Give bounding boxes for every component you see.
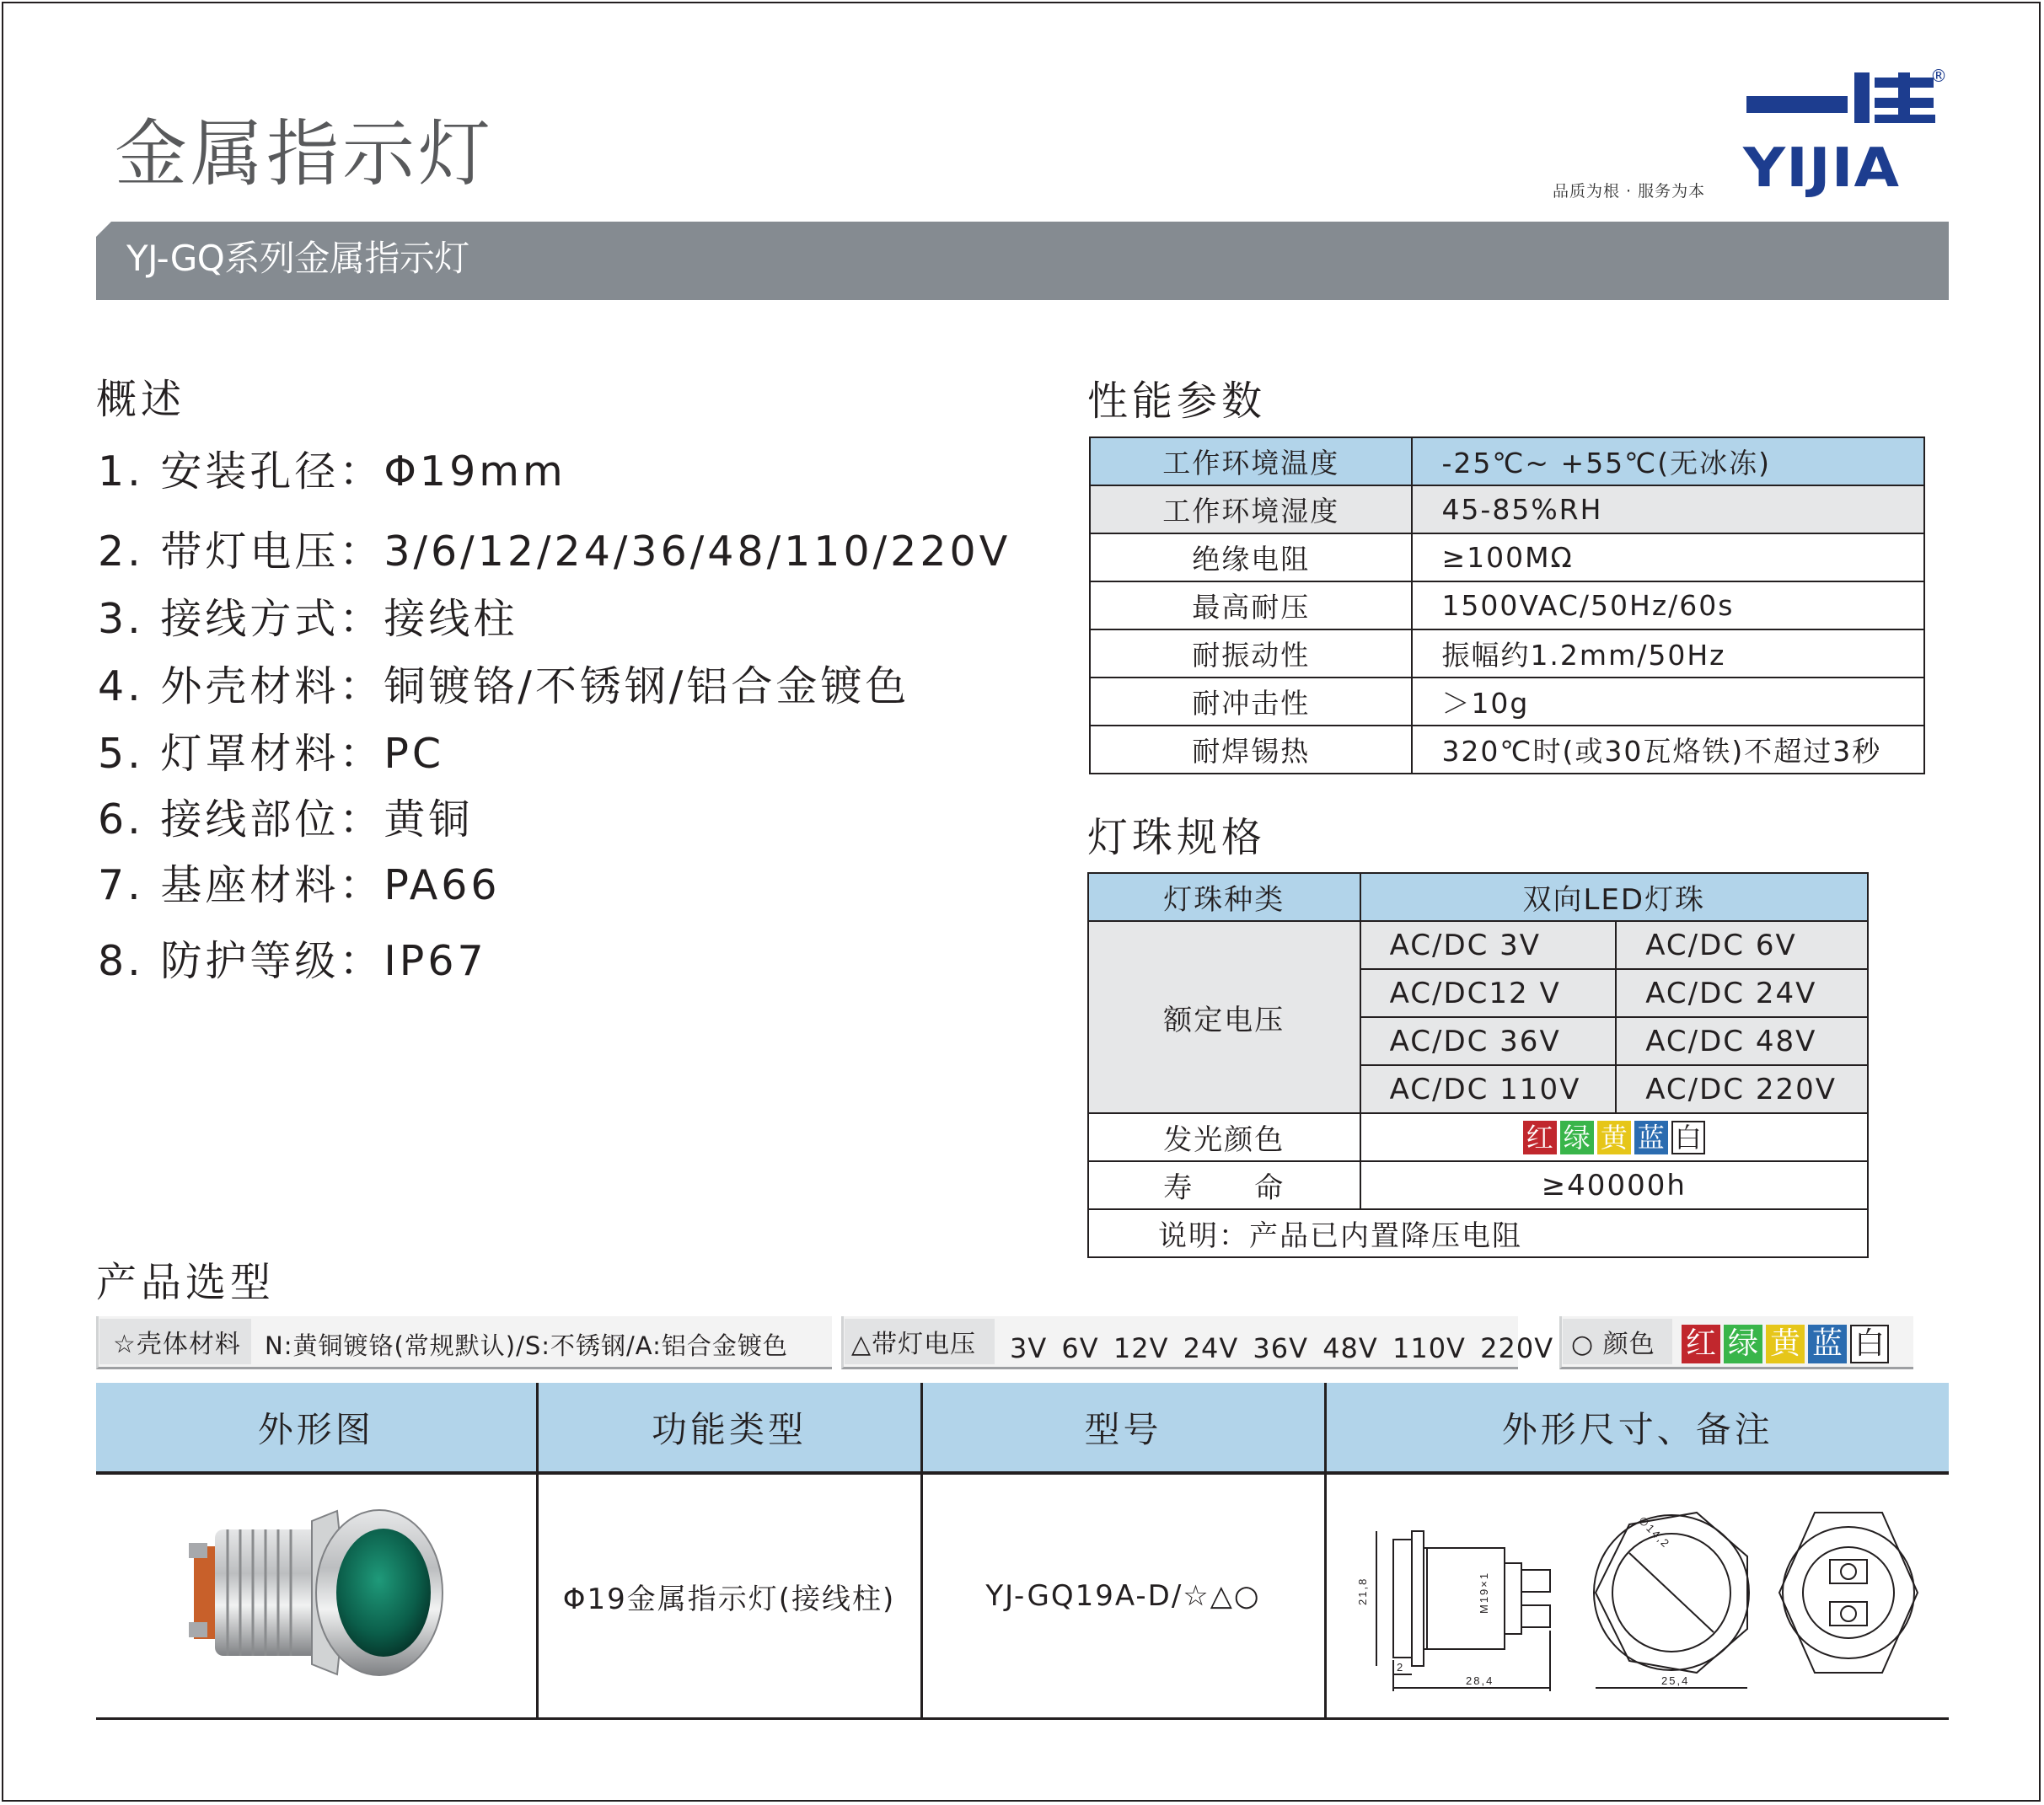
voltage-value: AC/DC 24V [1616, 969, 1868, 1017]
table-row [1090, 581, 1924, 629]
table-row [1088, 1161, 1868, 1209]
table-row [1090, 726, 1924, 774]
overview-item: 7. 基座材料：PA66 [98, 861, 501, 909]
spec-value: 45-85%RH [1412, 485, 1924, 533]
table-row [1090, 629, 1924, 678]
column-header: 型号 [921, 1383, 1325, 1473]
voltage-value: AC/DC 110V [1360, 1065, 1617, 1113]
material-option-value: N:黄铜镀铬(常规默认)/S:不锈钢/A:铝合金镀色 [265, 1331, 788, 1360]
table-row [1088, 921, 1868, 969]
color-chip-green: 绿 [1560, 1121, 1594, 1154]
spec-value: -25℃~ +55℃(无冰冻) [1412, 437, 1924, 485]
color-chip-white: 白 [1850, 1325, 1889, 1363]
dim-gap: 2 [1396, 1660, 1404, 1674]
dim-length: 28,4 [1465, 1674, 1494, 1687]
dimension-drawing-svg [1343, 1487, 1933, 1698]
column-header: 外形尺寸、备注 [1325, 1383, 1949, 1473]
voltage-value: AC/DC 220V [1616, 1065, 1868, 1113]
dim-thread: M19×1 [1477, 1571, 1490, 1614]
color-chip-green: 绿 [1724, 1325, 1762, 1363]
spec-label: 工作环境湿度 [1090, 485, 1412, 533]
color-chip-yellow: 黄 [1766, 1325, 1805, 1363]
table-header-row [96, 1383, 1949, 1473]
beads-table [1087, 872, 1869, 1258]
table-row [1090, 678, 1924, 726]
overview-item: 3. 接线方式：接线柱 [98, 595, 518, 643]
brand-slogan: 品质为根 · 服务为本 [1553, 182, 1706, 201]
overview-item: 5. 灯罩材料：PC [98, 730, 445, 778]
spec-label: 绝缘电阻 [1090, 533, 1412, 581]
spec-label: 耐冲击性 [1090, 678, 1412, 726]
column-header: 功能类型 [537, 1383, 921, 1473]
voltage-value: AC/DC 6V [1616, 921, 1868, 969]
overview-item: 1. 安装孔径：Φ19mm [98, 447, 566, 495]
series-banner-title: YJ-GQ系列金属指示灯 [126, 238, 469, 279]
overview-item: 2. 带灯电压：3/6/12/24/36/48/110/220V [98, 528, 1011, 576]
table-row [1090, 485, 1924, 533]
dim-height: 21,8 [1355, 1577, 1369, 1605]
selection-title: 产品选型 [96, 1259, 276, 1306]
function-type: Φ19金属指示灯(接线柱) [537, 1473, 921, 1719]
model-number: YJ-GQ19A-D/☆△○ [921, 1473, 1325, 1719]
overview-item: 6. 接线部位：黄铜 [98, 795, 474, 844]
spec-value: ＞10g [1412, 678, 1924, 726]
dim-width: 25,4 [1660, 1674, 1690, 1687]
table-row [1088, 1209, 1868, 1257]
spec-value: 1500VAC/50Hz/60s [1412, 581, 1924, 629]
beads-title: 灯珠规格 [1087, 814, 1267, 861]
registered-mark: ® [1930, 66, 1947, 86]
voltage-value: AC/DC 3V [1360, 921, 1617, 969]
spec-label: 耐振动性 [1090, 629, 1412, 678]
voltage-option-label: △带灯电压 [851, 1330, 977, 1359]
dim-hole: ∅14,2 [1635, 1513, 1673, 1551]
life-value: ≥40000h [1360, 1161, 1868, 1209]
table-row [1090, 533, 1924, 581]
spec-value: 振幅约1.2mm/50Hz [1412, 629, 1924, 678]
beads-note: 说明：产品已内置降压电阻 [1088, 1209, 1868, 1257]
product-photo [96, 1473, 537, 1719]
spec-label: 最高耐压 [1090, 581, 1412, 629]
overview-item: 4. 外壳材料：铜镀铬/不锈钢/铝合金镀色 [98, 662, 910, 710]
color-chip-red: 红 [1682, 1325, 1720, 1363]
table-row [1090, 437, 1924, 485]
performance-table [1089, 437, 1925, 774]
dimension-drawing [1325, 1473, 1949, 1719]
spec-label: 工作环境温度 [1090, 437, 1412, 485]
material-option-label: ☆壳体材料 [113, 1330, 241, 1359]
column-header: 外形图 [96, 1383, 537, 1473]
voltage-value: AC/DC 36V [1360, 1017, 1617, 1065]
color-chip-blue: 蓝 [1808, 1325, 1847, 1363]
page-title: 金属指示灯 [115, 112, 494, 196]
spec-value: ≥100MΩ [1412, 533, 1924, 581]
overview-item: 8. 防护等级：IP67 [98, 937, 487, 985]
color-chip-white: 白 [1671, 1121, 1705, 1154]
color-chip-red: 红 [1523, 1121, 1557, 1154]
color-chip-yellow: 黄 [1597, 1121, 1631, 1154]
life-label: 寿 命 [1088, 1161, 1360, 1209]
bead-type-label: 灯珠种类 [1088, 873, 1360, 921]
voltage-value: AC/DC12 V [1360, 969, 1617, 1017]
color-option-chips [1680, 1325, 1891, 1363]
color-chip-blue: 蓝 [1634, 1121, 1668, 1154]
product-table [96, 1383, 1949, 1720]
overview-title: 概述 [96, 376, 186, 423]
brand-logo-mark [1746, 72, 1935, 123]
color-option-label: ○ 颜色 [1571, 1330, 1655, 1359]
color-label: 发光颜色 [1088, 1113, 1360, 1161]
voltage-value: AC/DC 48V [1616, 1017, 1868, 1065]
performance-title: 性能参数 [1087, 378, 1267, 425]
table-row [1088, 873, 1868, 921]
brand-logo-text: YIJIA [1743, 137, 1901, 200]
indicator-lamp-photo [177, 1496, 455, 1690]
voltage-label: 额定电压 [1088, 921, 1360, 1113]
color-chips [1360, 1113, 1868, 1161]
spec-value: 320℃时(或30瓦烙铁)不超过3秒 [1412, 726, 1924, 774]
table-row [1088, 1113, 1868, 1161]
voltage-option-value: 3V 6V 12V 24V 36V 48V 110V 220V [1010, 1332, 1554, 1364]
spec-label: 耐焊锡热 [1090, 726, 1412, 774]
bead-type-value: 双向LED灯珠 [1360, 873, 1868, 921]
table-row [96, 1473, 1949, 1719]
